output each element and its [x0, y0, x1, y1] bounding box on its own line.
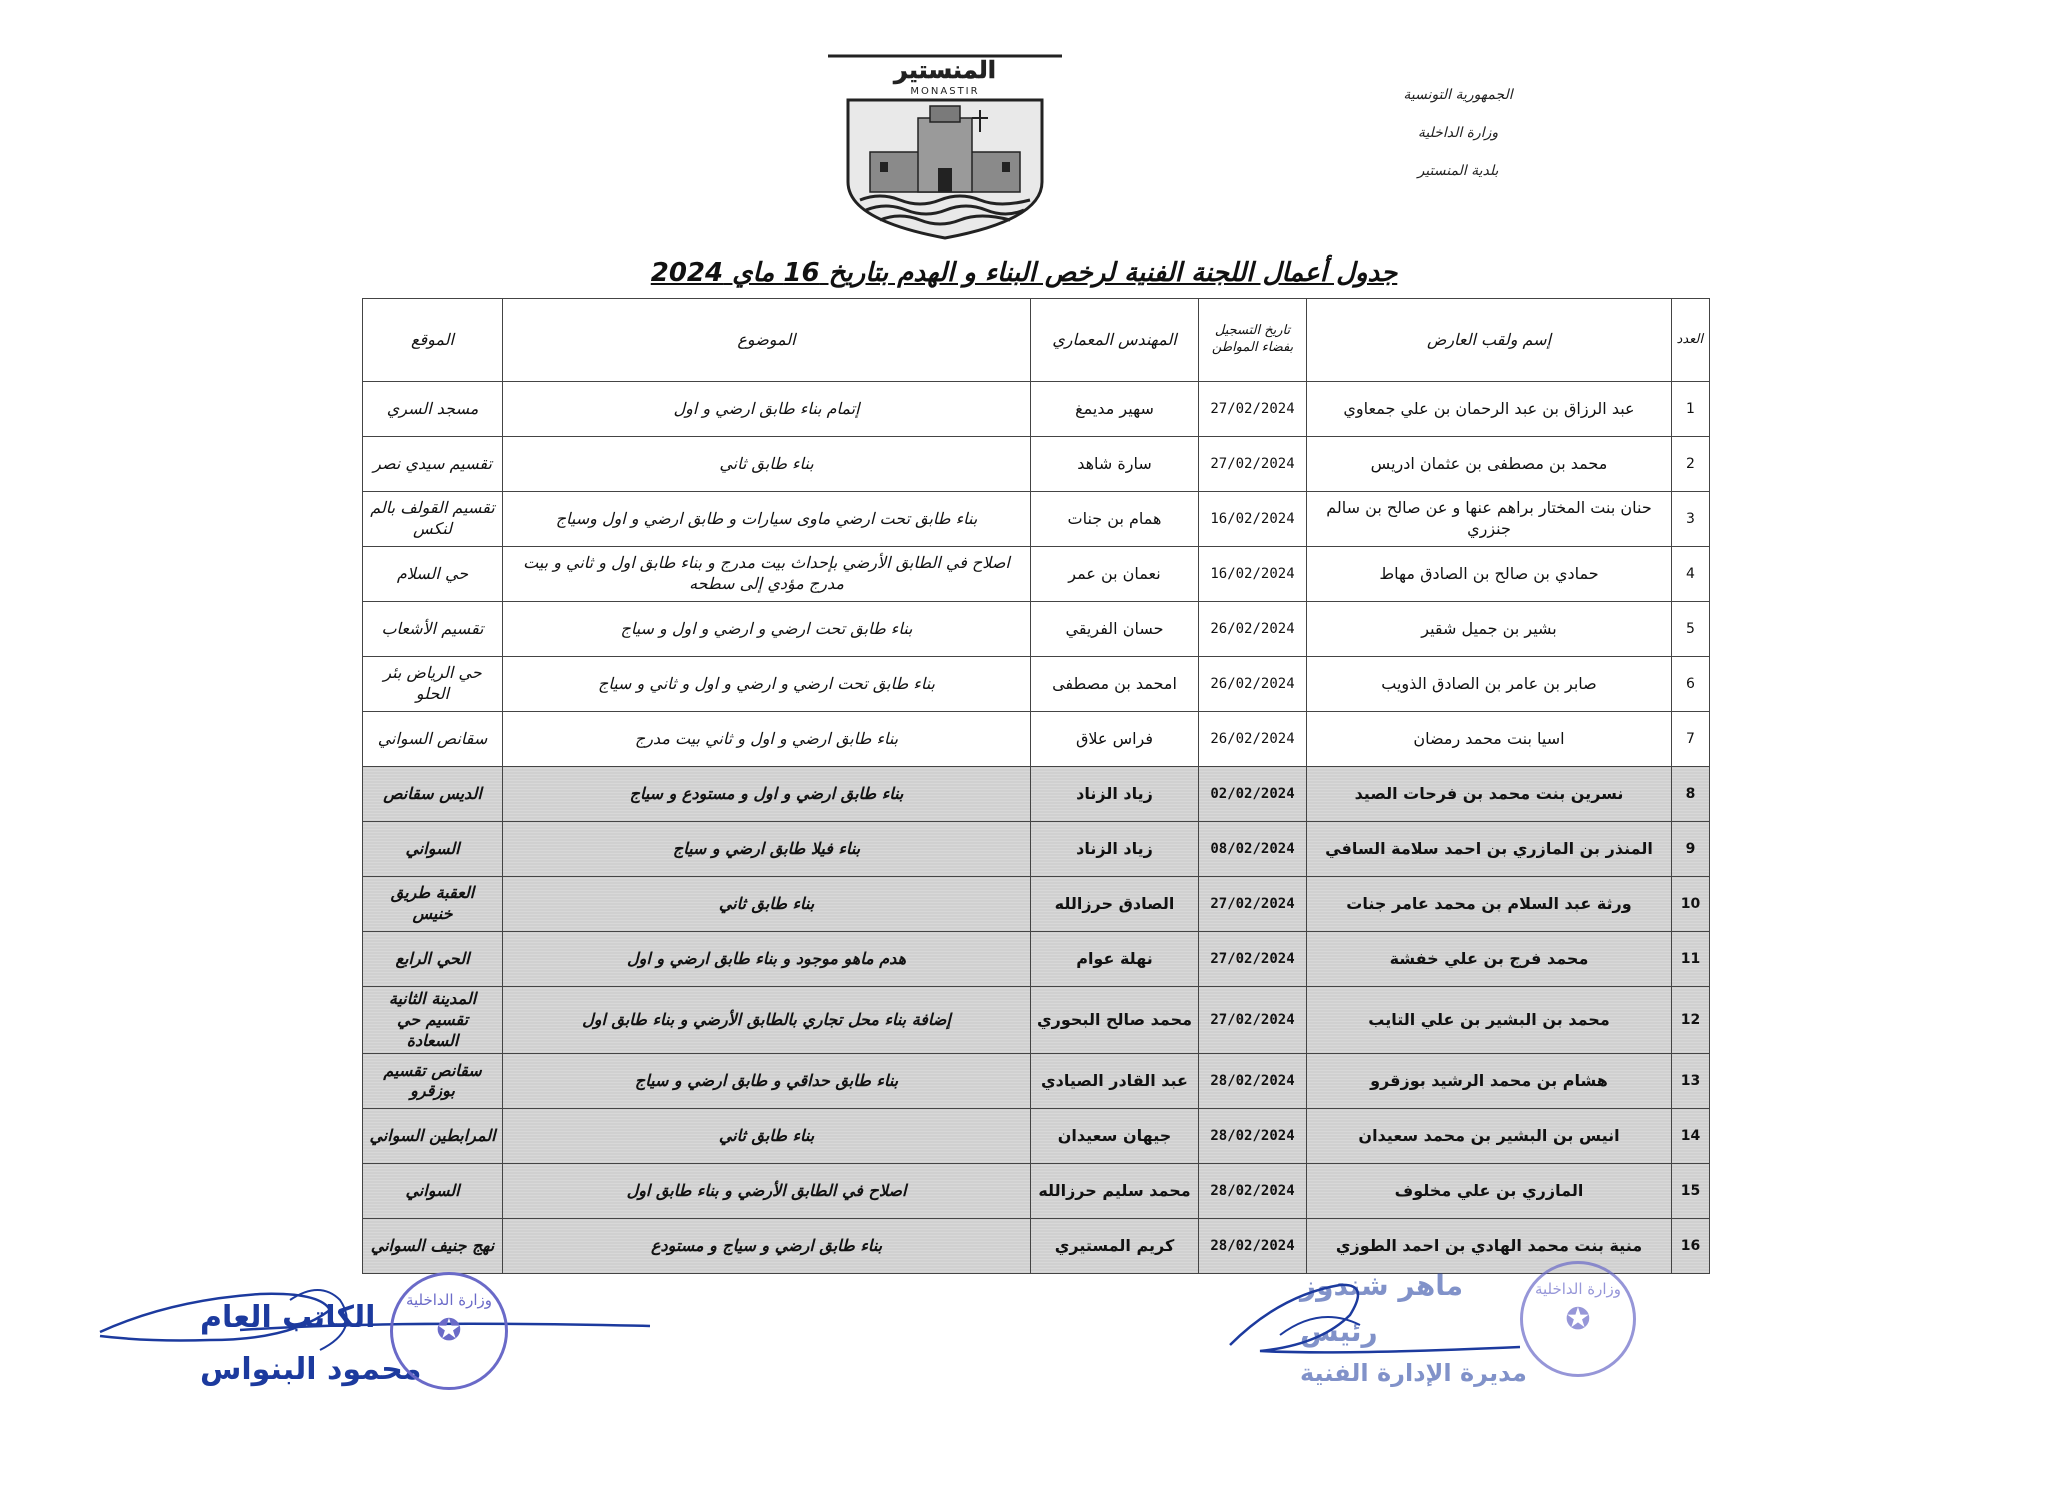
cell-registration-date: 28/02/2024 — [1199, 1054, 1307, 1109]
table-row — [363, 822, 1710, 877]
page-title: جدول أعمال اللجنة الفنية لرخص البناء و الهدم بتاريخ 16 ماي 2024 — [650, 258, 1398, 288]
cell-registration-date: 26/02/2024 — [1199, 657, 1307, 712]
cell-applicant-name: منية بنت محمد الهادي بن احمد الطوزي — [1307, 1219, 1672, 1274]
right-signatory-title: رئيس — [1300, 1315, 1378, 1348]
crest-arabic-name: المنستير — [893, 56, 997, 84]
secretary-general-signature — [90, 1270, 670, 1410]
cell-num: 4 — [1672, 547, 1710, 602]
left-official-stamp — [390, 1272, 508, 1390]
cell-registration-date: 16/02/2024 — [1199, 492, 1307, 547]
cell-subject: بناء طابق تحت ارضي و ارضي و اول و ثاني و سياج — [503, 657, 1031, 712]
cell-location: الديس سقانص — [363, 767, 503, 822]
cell-architect: فراس علاق — [1031, 712, 1199, 767]
cell-subject: بناء طابق ثاني — [503, 1109, 1031, 1164]
cell-applicant-name: صابر بن عامر بن الصادق الذويب — [1307, 657, 1672, 712]
left-stamp-text: وزارة الداخلية — [405, 1291, 493, 1309]
cell-location: حي الرياض بئر الحلو — [363, 657, 503, 712]
cell-applicant-name: عبد الرزاق بن عبد الرحمان بن علي جمعاوي — [1307, 382, 1672, 437]
cell-registration-date: 27/02/2024 — [1199, 437, 1307, 492]
cell-num: 3 — [1672, 492, 1710, 547]
cell-applicant-name: ورثة عبد السلام بن محمد عامر جنات — [1307, 877, 1672, 932]
cell-subject: اصلاح في الطابق الأرضي بإحداث بيت مدرج و بناء طابق اول و ثاني و بيت مدرج مؤدي إلى سطحه — [503, 547, 1031, 602]
cell-architect: سهير مديمغ — [1031, 382, 1199, 437]
cell-applicant-name: حمادي بن صالح بن الصادق مهاط — [1307, 547, 1672, 602]
cell-num: 14 — [1672, 1109, 1710, 1164]
monastir-crest-logo — [820, 52, 1070, 242]
cell-location: حي السلام — [363, 547, 503, 602]
cell-location: المرابطين السواني — [363, 1109, 503, 1164]
cell-registration-date: 28/02/2024 — [1199, 1109, 1307, 1164]
header-location: الموقع — [363, 299, 503, 382]
cell-architect: محمد سليم حرزالله — [1031, 1164, 1199, 1219]
cell-location: نهج جنيف السواني — [363, 1219, 503, 1274]
cell-num: 15 — [1672, 1164, 1710, 1219]
cell-subject: بناء طابق حداقي و طابق ارضي و سياج — [503, 1054, 1031, 1109]
cell-registration-date: 27/02/2024 — [1199, 877, 1307, 932]
cell-num: 6 — [1672, 657, 1710, 712]
header-name: إسم ولقب العارض — [1307, 299, 1672, 382]
table-row — [363, 1109, 1710, 1164]
cell-architect: حسان الفريقي — [1031, 602, 1199, 657]
cell-location: سقانص تقسيم بوزقرو — [363, 1054, 503, 1109]
table-body — [363, 382, 1710, 1274]
table-row — [363, 657, 1710, 712]
table-row — [363, 547, 1710, 602]
table-row — [363, 712, 1710, 767]
table-row — [363, 382, 1710, 437]
cell-subject: إضافة بناء محل تجاري بالطابق الأرضي و بناء طابق اول — [503, 987, 1031, 1054]
cell-subject: بناء طابق تحت ارضي و ارضي و اول و سياج — [503, 602, 1031, 657]
cell-location: السواني — [363, 822, 503, 877]
left-signatory-name: محمود البنواس — [200, 1352, 422, 1387]
cell-applicant-name: بشير بن جميل شقير — [1307, 602, 1672, 657]
crest-latin-name: MONASTIR — [910, 86, 980, 97]
cell-applicant-name: حنان بنت المختار براهم عنها و عن صالح بن سالم جنزري — [1307, 492, 1672, 547]
cell-architect: الصادق حرزالله — [1031, 877, 1199, 932]
cell-num: 8 — [1672, 767, 1710, 822]
cell-num: 10 — [1672, 877, 1710, 932]
cell-applicant-name: نسرين بنت محمد بن فرحات الصيد — [1307, 767, 1672, 822]
table-row — [363, 602, 1710, 657]
cell-location: تقسيم سيدي نصر — [363, 437, 503, 492]
cell-num: 16 — [1672, 1219, 1710, 1274]
table-row — [363, 437, 1710, 492]
cell-applicant-name: محمد بن البشير بن علي التايب — [1307, 987, 1672, 1054]
cell-registration-date: 16/02/2024 — [1199, 547, 1307, 602]
cell-applicant-name: المازري بن علي مخلوف — [1307, 1164, 1672, 1219]
cell-registration-date: 08/02/2024 — [1199, 822, 1307, 877]
cell-applicant-name: انيس بن البشير بن محمد سعيدان — [1307, 1109, 1672, 1164]
cell-architect: عبد القادر الصيادي — [1031, 1054, 1199, 1109]
cell-location: العقبة طريق خنيس — [363, 877, 503, 932]
table-row — [363, 932, 1710, 987]
cell-num: 9 — [1672, 822, 1710, 877]
header-date: تاريخ التسجيل بفضاء المواطن — [1199, 299, 1307, 382]
cell-location: مسجد السري — [363, 382, 503, 437]
header-ministry-lines — [1348, 76, 1568, 190]
cell-applicant-name: محمد فرج بن علي خفشة — [1307, 932, 1672, 987]
cell-subject: بناء طابق ثاني — [503, 437, 1031, 492]
cell-num: 11 — [1672, 932, 1710, 987]
stamp-emblem-icon: ✪ — [1565, 1302, 1591, 1337]
cell-subject: بناء طابق تحت ارضي ماوى سيارات و طابق ارضي و اول وسياج — [503, 492, 1031, 547]
stamp-emblem-icon: ✪ — [436, 1313, 462, 1348]
cell-registration-date: 26/02/2024 — [1199, 712, 1307, 767]
director-signature — [1220, 1255, 1640, 1415]
table-row — [363, 987, 1710, 1054]
cell-registration-date: 28/02/2024 — [1199, 1164, 1307, 1219]
schedule-table-container — [363, 298, 1710, 1255]
table-row — [363, 1164, 1710, 1219]
cell-num: 12 — [1672, 987, 1710, 1054]
cell-architect: امحمد بن مصطفى — [1031, 657, 1199, 712]
table-row — [363, 1054, 1710, 1109]
cell-applicant-name: هشام بن محمد الرشيد بوزقرو — [1307, 1054, 1672, 1109]
cell-registration-date: 27/02/2024 — [1199, 932, 1307, 987]
header-municipality: بلدية المنستير — [1417, 163, 1499, 179]
cell-subject: بناء طابق ارضي و سياج و مستودع — [503, 1219, 1031, 1274]
table-row — [363, 877, 1710, 932]
cell-applicant-name: اسيا بنت محمد رمضان — [1307, 712, 1672, 767]
cell-architect: جيهان سعيدان — [1031, 1109, 1199, 1164]
cell-location: الحي الرابع — [363, 932, 503, 987]
cell-registration-date: 02/02/2024 — [1199, 767, 1307, 822]
cell-architect: محمد صالح البحوري — [1031, 987, 1199, 1054]
cell-architect: نعمان بن عمر — [1031, 547, 1199, 602]
signature-scribble-icon — [90, 1270, 670, 1410]
header-republic: الجمهورية التونسية — [1403, 87, 1513, 103]
right-official-stamp — [1520, 1261, 1636, 1377]
cell-applicant-name: محمد بن مصطفى بن عثمان ادريس — [1307, 437, 1672, 492]
cell-architect: زياد الزناد — [1031, 822, 1199, 877]
crest-icon — [820, 52, 1070, 242]
cell-architect: نهلة عوام — [1031, 932, 1199, 987]
cell-architect: همام بن جنات — [1031, 492, 1199, 547]
header-num: العدد — [1672, 299, 1710, 382]
header-subject: الموضوع — [503, 299, 1031, 382]
cell-location: المدينة الثانية تقسيم حي السعادة — [363, 987, 503, 1054]
left-signatory-title: الكاتب العام — [200, 1300, 376, 1335]
cell-location: تقسيم القولف بالم لنكس — [363, 492, 503, 547]
cell-num: 7 — [1672, 712, 1710, 767]
table-row — [363, 767, 1710, 822]
header-ministry: وزارة الداخلية — [1417, 125, 1499, 141]
right-stamp-text: وزارة الداخلية — [1534, 1280, 1622, 1298]
right-signatory-subtitle: مديرة الإدارة الفنية — [1300, 1359, 1527, 1387]
cell-subject: إتمام بناء طابق ارضي و اول — [503, 382, 1031, 437]
cell-subject: هدم ماهو موجود و بناء طابق ارضي و اول — [503, 932, 1031, 987]
cell-num: 1 — [1672, 382, 1710, 437]
schedule-table — [362, 298, 1710, 1274]
cell-registration-date: 27/02/2024 — [1199, 382, 1307, 437]
cell-registration-date: 28/02/2024 — [1199, 1219, 1307, 1274]
cell-location: السواني — [363, 1164, 503, 1219]
table-row — [363, 492, 1710, 547]
cell-registration-date: 26/02/2024 — [1199, 602, 1307, 657]
cell-architect: زياد الزناد — [1031, 767, 1199, 822]
cell-num: 5 — [1672, 602, 1710, 657]
cell-num: 2 — [1672, 437, 1710, 492]
cell-subject: اصلاح في الطابق الأرضي و بناء طابق اول — [503, 1164, 1031, 1219]
cell-subject: بناء طابق ارضي و اول و ثاني بيت مدرج — [503, 712, 1031, 767]
header-engineer: المهندس المعماري — [1031, 299, 1199, 382]
cell-architect: كريم المستيري — [1031, 1219, 1199, 1274]
cell-subject: بناء فيلا طابق ارضي و سياج — [503, 822, 1031, 877]
table-header-row — [363, 299, 1710, 382]
cell-location: سقانص السواني — [363, 712, 503, 767]
right-signatory-name: ماهر شندوز — [1300, 1269, 1464, 1302]
cell-location: تقسيم الأشعاب — [363, 602, 503, 657]
cell-num: 13 — [1672, 1054, 1710, 1109]
cell-subject: بناء طابق ارضي و اول و مستودع و سياج — [503, 767, 1031, 822]
cell-architect: سارة شاهد — [1031, 437, 1199, 492]
cell-applicant-name: المنذر بن المازري بن احمد سلامة السافي — [1307, 822, 1672, 877]
cell-registration-date: 27/02/2024 — [1199, 987, 1307, 1054]
cell-subject: بناء طابق ثاني — [503, 877, 1031, 932]
